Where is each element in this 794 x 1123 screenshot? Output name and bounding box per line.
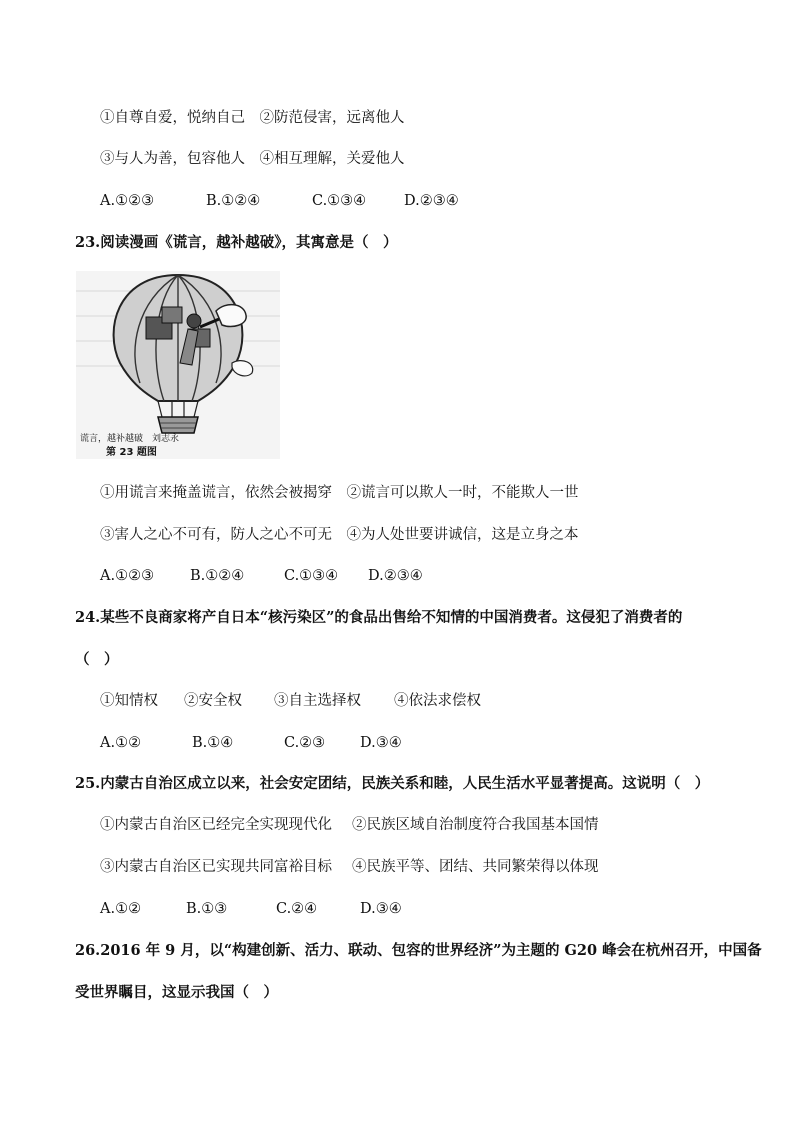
q24-option-4: ④依法求偿权 [394, 693, 481, 709]
q23-options-row-1: ①用谎言来掩盖谎言，依然会被揭穿 ②谎言可以欺人一时，不能欺人一世 [100, 485, 579, 501]
q23-stem: 23.阅读漫画《谎言，越补越破》，其寓意是（ ） [75, 234, 398, 251]
cartoon-caption: 谎言，越补越破 刘志永 [80, 434, 180, 444]
q25-option-4: ④民族平等、团结、共同繁荣得以体现 [352, 859, 599, 875]
q25-choice-b: B.①③ [186, 901, 228, 917]
q22-options-row-1: ①自尊自爱，悦纳自己 ②防范侵害，远离他人 [100, 110, 405, 126]
q26-stem-line-1: 26.2016 年 9 月，以“构建创新、活力、联动、包容的世界经济”为主题的 G20 峰会在杭州召开，中国备 [75, 942, 762, 959]
q24-stem-line-1: 24.某些不良商家将产自日本“核污染区”的食品出售给不知情的中国消费者。这侵犯了消费者的 [75, 609, 683, 626]
q22-choice-c: C.①③④ [312, 193, 367, 209]
q26-stem-line-2: 受世界瞩目，这显示我国（ ） [75, 984, 278, 1001]
q23-cartoon [76, 271, 280, 459]
q24-choice-a: A.①② [100, 735, 142, 751]
q25-option-2: ②民族区域自治制度符合我国基本国情 [352, 817, 599, 833]
q23-choice-c: C.①③④ [284, 568, 339, 584]
q23-options-row-2: ③害人之心不可有，防人之心不可无 ④为人处世要讲诚信，这是立身之本 [100, 527, 579, 543]
q24-option-2: ②安全权 [184, 693, 242, 709]
q25-stem: 25.内蒙古自治区成立以来，社会安定团结，民族关系和睦，人民生活水平显著提高。这说明（ ） [75, 775, 710, 792]
q24-choice-c: C.②③ [284, 735, 326, 751]
q24-choice-b: B.①④ [192, 735, 234, 751]
q23-choice-b: B.①②④ [190, 568, 245, 584]
q23-choice-a: A.①②③ [100, 568, 155, 584]
q25-choice-c: C.②④ [276, 901, 318, 917]
q24-option-3: ③自主选择权 [274, 693, 361, 709]
q24-choice-d: D.③④ [360, 735, 402, 751]
q23-choice-d: D.②③④ [368, 568, 423, 584]
cartoon-figure-label: 第 23 题图 [106, 447, 157, 458]
q22-options-row-2: ③与人为善，包容他人 ④相互理解，关爱他人 [100, 151, 405, 167]
q22-choice-a: A.①②③ [100, 193, 155, 209]
q24-option-1: ①知情权 [100, 693, 158, 709]
hot-air-balloon-cartoon [76, 271, 280, 459]
q25-option-3: ③内蒙古自治区已实现共同富裕目标 [100, 859, 332, 875]
q22-choice-d: D.②③④ [404, 193, 459, 209]
q24-stem-line-2: （ ） [75, 651, 119, 668]
q25-choice-a: A.①② [100, 901, 142, 917]
q25-choice-d: D.③④ [360, 901, 402, 917]
q25-option-1: ①内蒙古自治区已经完全实现现代化 [100, 817, 332, 833]
q22-choice-b: B.①②④ [206, 193, 261, 209]
